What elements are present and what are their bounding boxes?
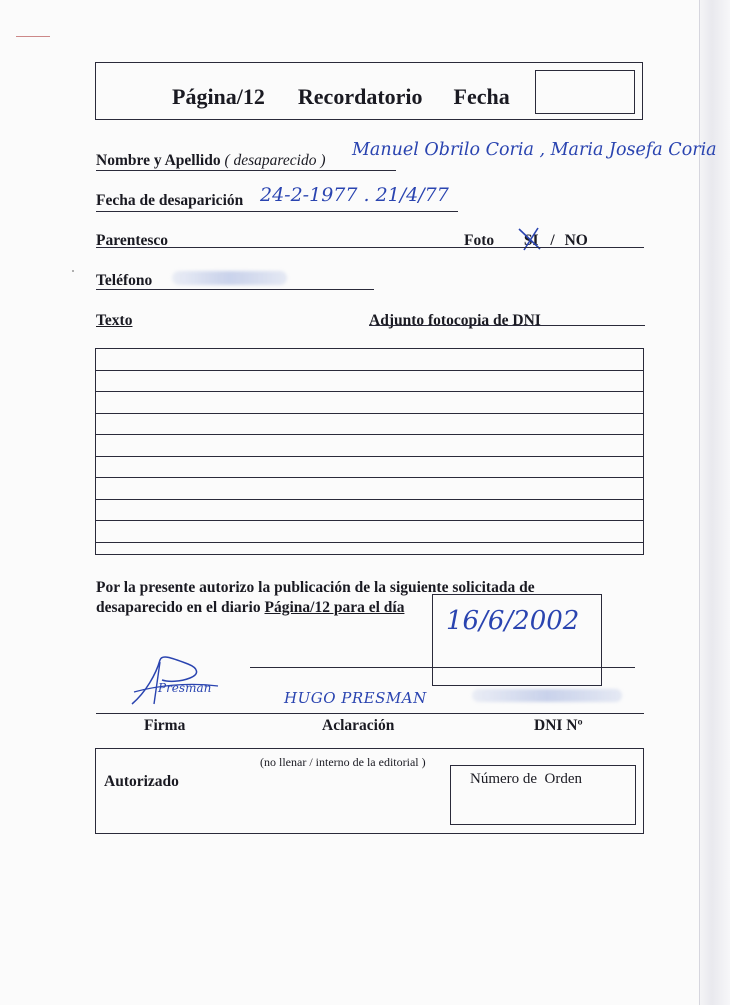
name-label-row (96, 152, 325, 170)
editorial-note: (no llenar / interno de la editorial ) (260, 755, 426, 769)
authorization-line-1: Por la presente autorizo la publicación de la siguiente solicitada de (96, 579, 535, 596)
name-underline (96, 170, 396, 171)
text-area-line (96, 435, 643, 457)
text-area-line (96, 392, 643, 414)
header-title-row (172, 84, 510, 110)
photo-option-no[interactable]: NO (564, 232, 588, 249)
date-label: Fecha (453, 84, 510, 109)
firma-label: Firma (144, 717, 186, 734)
authorized-label: Autorizado (104, 773, 179, 790)
name-label: Nombre y Apellido (96, 152, 221, 169)
disappearance-date-value[interactable]: 24-2-1977 . 21/4/77 (260, 184, 449, 206)
name-value[interactable]: Manuel Obrilo Coria , Maria Josefa Coria (352, 140, 717, 160)
authorization-line-2-prefix: desaparecido en el diario (96, 599, 265, 616)
header-date-box[interactable] (535, 70, 635, 114)
phone-redaction (172, 271, 287, 285)
phone-underline (96, 289, 374, 290)
clarification-value[interactable]: HUGO PRESMAN (284, 689, 427, 707)
form-title: Recordatorio (297, 84, 423, 109)
order-number-label: Número de Orden (470, 771, 583, 787)
scan-speck (16, 36, 50, 37)
photo-option-yes[interactable]: SI (523, 232, 539, 249)
text-area-line (96, 414, 643, 436)
text-area-line (96, 478, 643, 500)
text-area-line (96, 349, 643, 371)
text-area-line (96, 457, 643, 479)
dni-label: DNI Nº (534, 717, 583, 734)
text-area-line (96, 500, 643, 522)
signature-baseline (96, 713, 644, 714)
publication-name: Página/12 (172, 84, 265, 109)
text-area-box[interactable] (95, 348, 644, 555)
attachment-underline (369, 325, 645, 326)
dni-redaction (472, 689, 622, 702)
scan-speck (72, 270, 74, 272)
disappearance-date-underline (96, 211, 458, 212)
relationship-label: Parentesco (96, 232, 169, 249)
attachment-note: Adjunto fotocopia de DNI (369, 312, 541, 329)
relationship-underline (96, 247, 644, 248)
publication-date-value[interactable]: 16/6/2002 (446, 606, 580, 636)
aclaracion-label: Aclaración (322, 717, 395, 734)
photo-yes-crossout (516, 226, 544, 252)
authorization-line-2-suffix: Página/12 para el día (264, 599, 405, 616)
photo-separator: / (550, 232, 555, 249)
text-area-line (96, 521, 643, 543)
signature-upper-line (250, 667, 635, 668)
disappearance-date-label: Fecha de desaparición (96, 192, 244, 209)
phone-label: Teléfono (96, 272, 153, 289)
signature-text: Presman (158, 681, 212, 695)
name-qualifier: ( desaparecido ) (224, 152, 326, 169)
text-area-line (96, 371, 643, 393)
text-label: Texto (96, 312, 133, 329)
photo-label: Foto (464, 232, 495, 249)
